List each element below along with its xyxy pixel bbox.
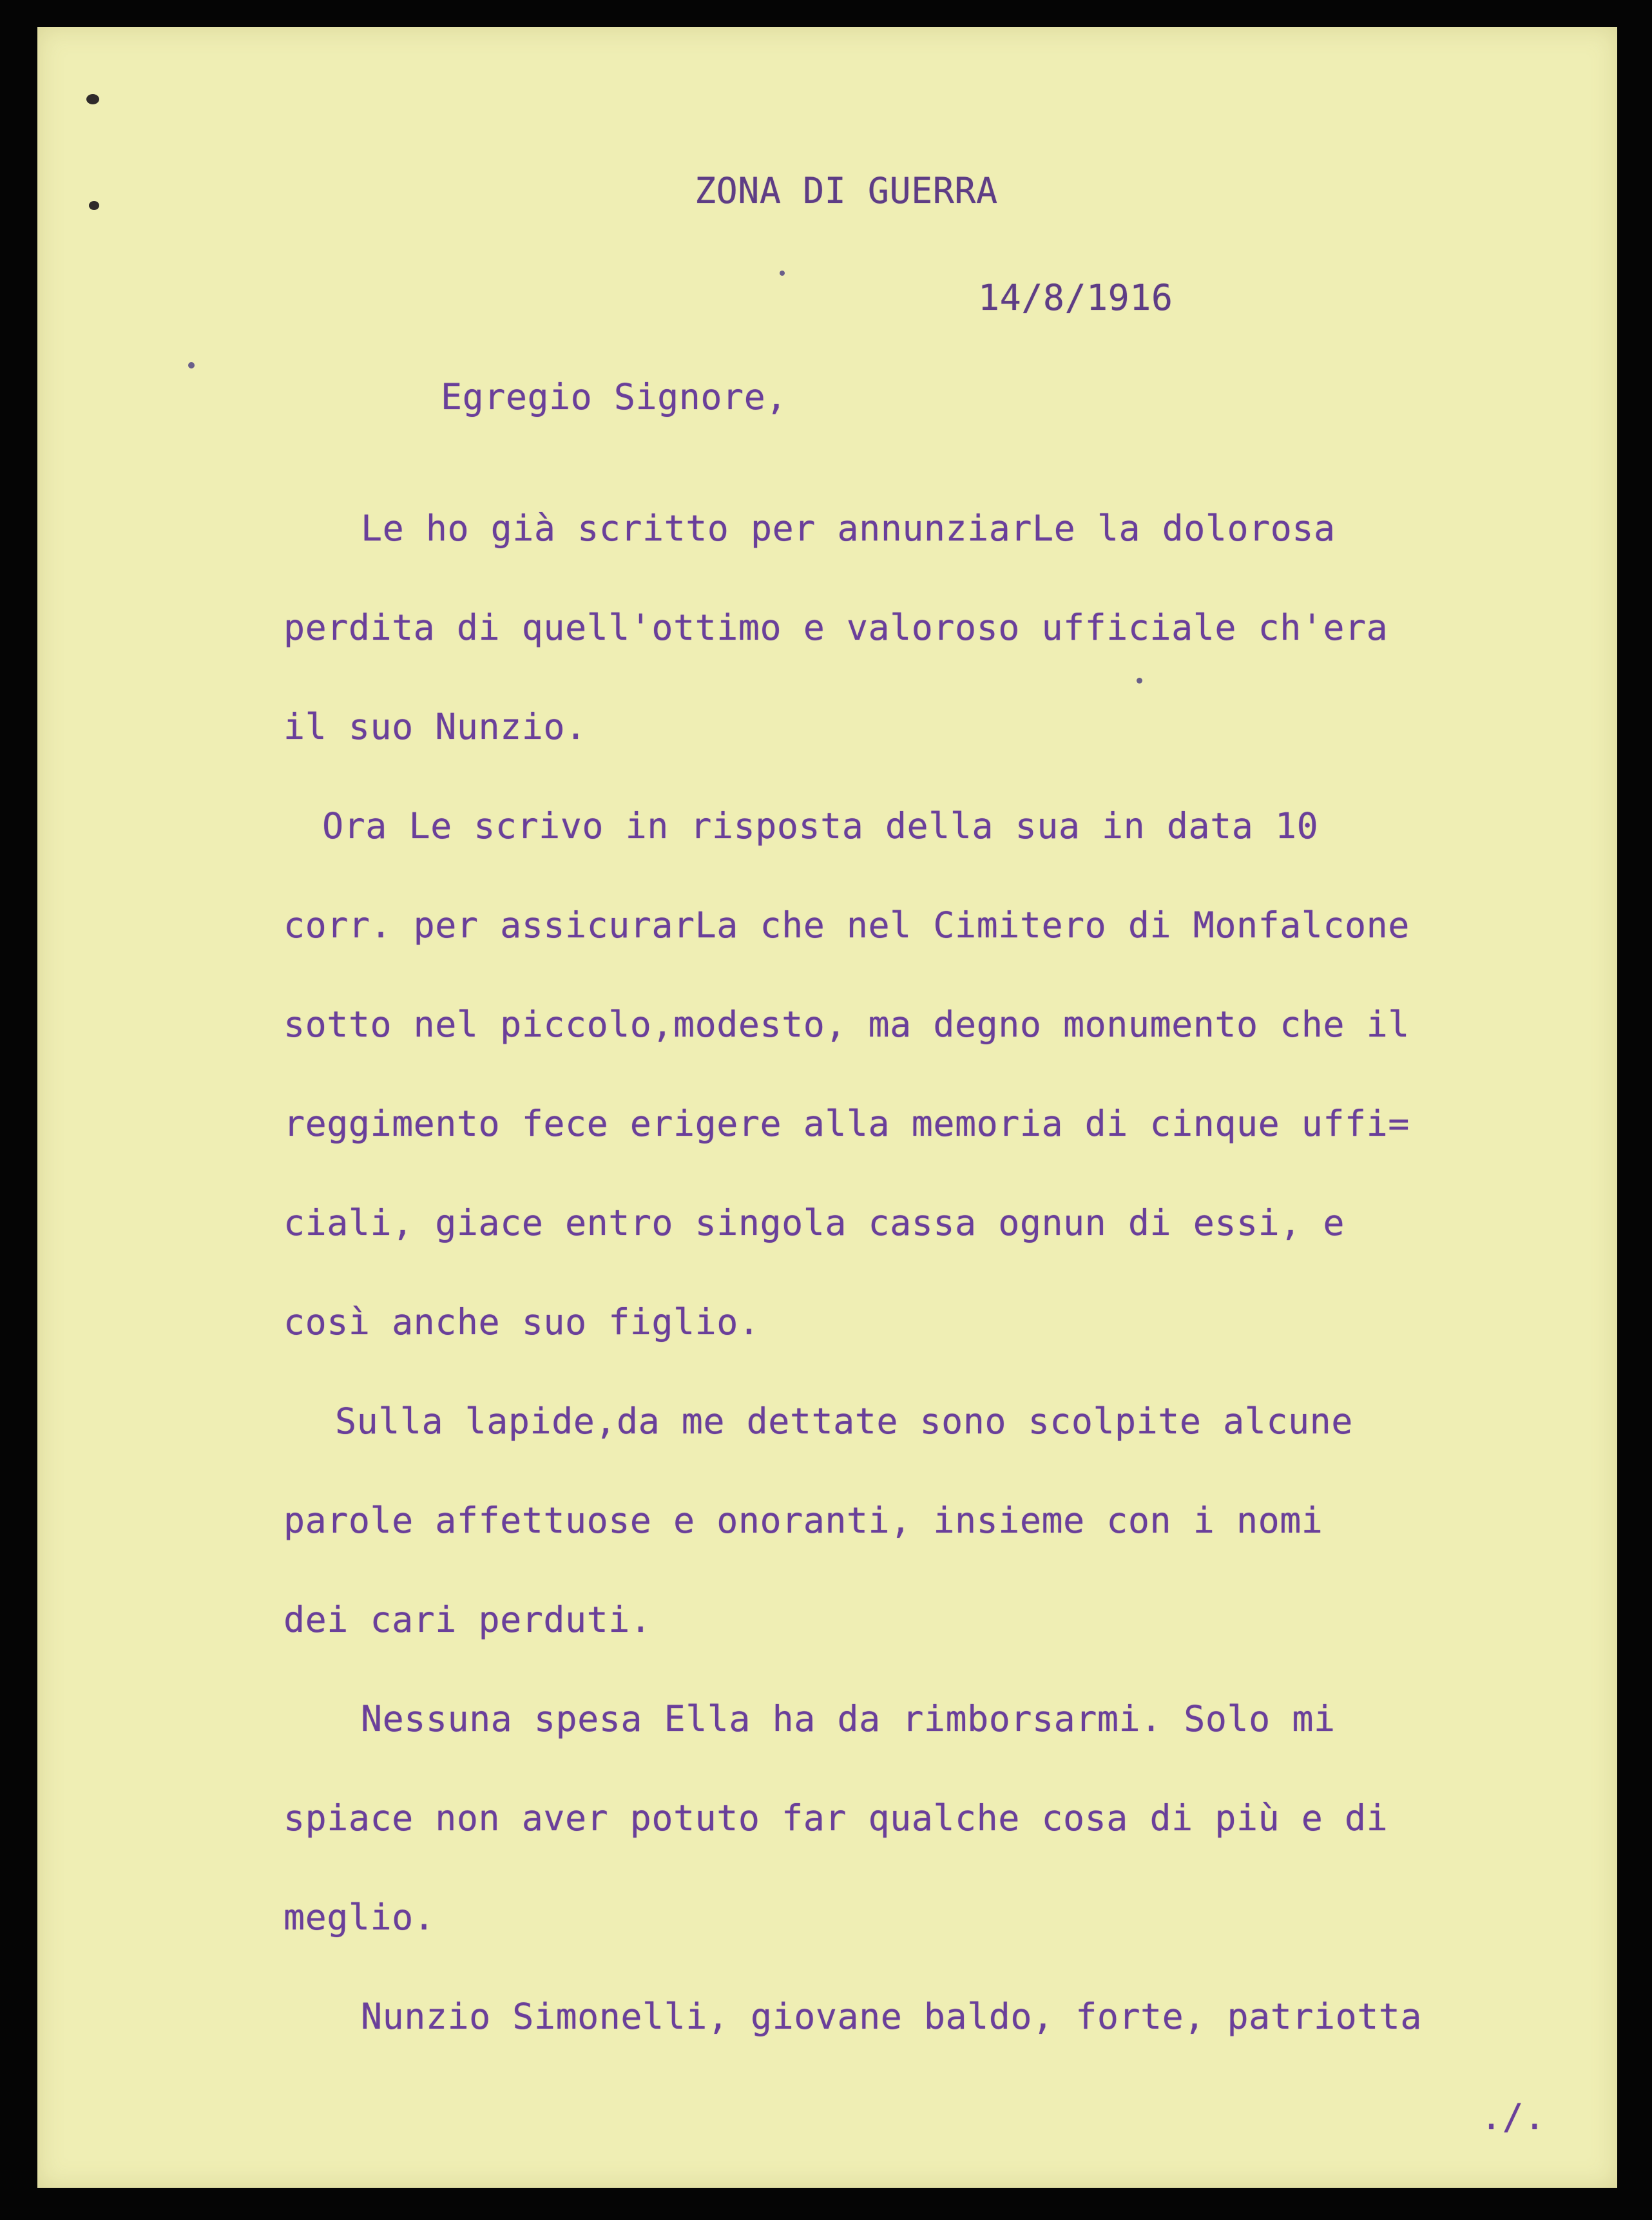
- letter-line: Nunzio Simonelli, giovane baldo, forte, patriotta: [361, 1996, 1423, 2037]
- letter-line: Le ho già scritto per annunziarLe la dolorosa: [361, 508, 1336, 549]
- letter-line: spiace non aver potuto far qualche cosa di più e di: [283, 1797, 1388, 1839]
- letter-line: meglio.: [283, 1897, 436, 1938]
- letter-sheet: [37, 27, 1617, 2188]
- letter-line: parole affettuose e onoranti, insieme con i nomi: [283, 1500, 1323, 1541]
- ink-speck: [780, 271, 785, 276]
- ink-speck: [188, 362, 195, 368]
- letter-line: ciali, giace entro singola cassa ognun di essi, e: [283, 1202, 1345, 1243]
- letter-line: il suo Nunzio.: [283, 706, 587, 747]
- letter-line: Nessuna spesa Ella ha da rimborsarmi. Solo mi: [361, 1698, 1336, 1739]
- letter-line: perdita di quell'ottimo e valoroso ufficiale ch'era: [283, 607, 1388, 648]
- letter-location: ZONA DI GUERRA: [695, 170, 998, 211]
- punch-hole-middle: [89, 201, 99, 210]
- letter-line: corr. per assicurarLa che nel Cimitero di Monfalcone: [283, 904, 1410, 946]
- letter-line: Ora Le scrivo in risposta della sua in data 10: [322, 805, 1319, 847]
- ink-speck: [1137, 678, 1142, 684]
- letter-line: così anche suo figlio.: [283, 1301, 760, 1343]
- letter-line: Sulla lapide,da me dettate sono scolpite alcune: [335, 1401, 1353, 1442]
- letter-line: reggimento fece erigere alla memoria di cinque uffi=: [283, 1103, 1410, 1144]
- continuation-mark: ./.: [1481, 2096, 1546, 2138]
- letter-date: 14/8/1916: [978, 277, 1173, 318]
- letter-line: sotto nel piccolo,modesto, ma degno monumento che il: [283, 1004, 1410, 1045]
- letter-salutation: Egregio Signore,: [441, 376, 787, 417]
- letter-line: dei cari perduti.: [283, 1599, 652, 1640]
- punch-hole-top: [86, 94, 99, 104]
